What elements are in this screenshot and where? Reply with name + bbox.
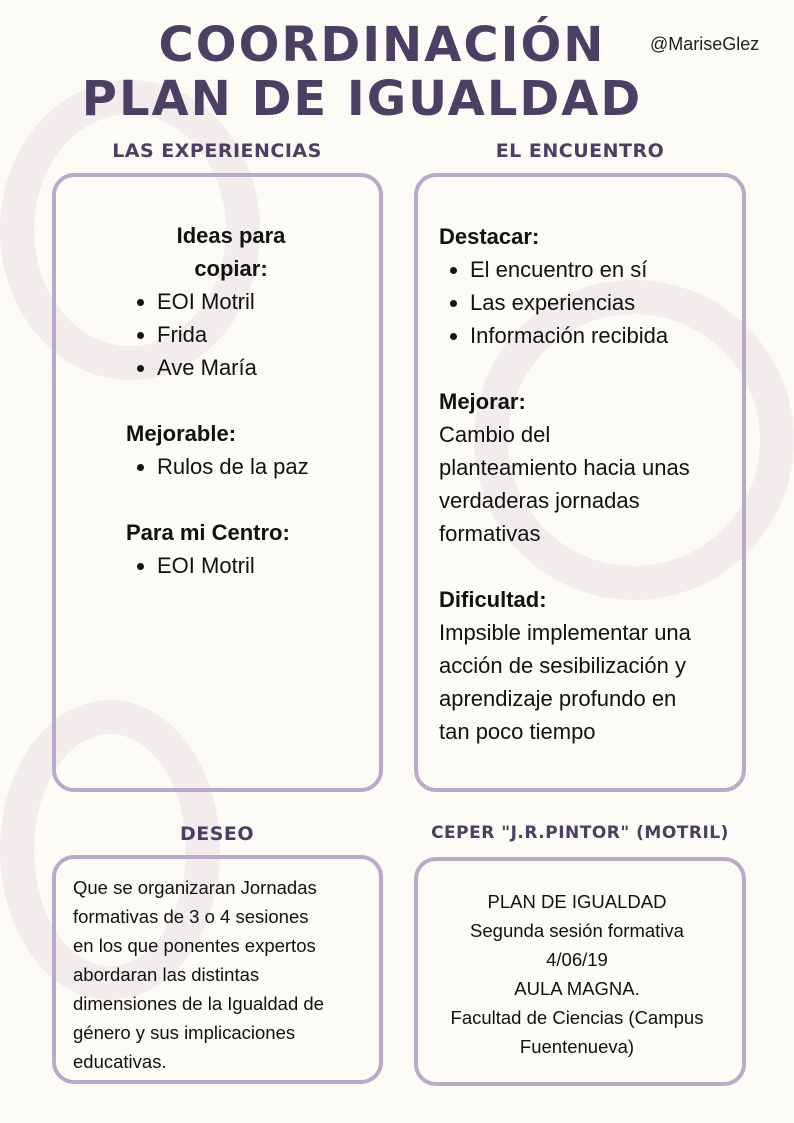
text-line: en los que ponentes expertos [73,935,316,956]
text-line: tan poco tiempo [439,719,596,744]
text-line: Segunda sesión formativa [470,920,684,941]
experiencias-content [126,219,336,582]
text-line: aprendizaje profundo en [439,686,677,711]
text-line: educativas. [73,1051,167,1072]
author-handle: @MariseGlez [650,34,760,54]
text-line: Facultad de Ciencias (Campus [450,1007,704,1028]
list-item: • Rulos de la paz [157,450,336,483]
ceper-content [418,887,736,1061]
text-line: formativas de 3 o 4 sesiones [73,906,309,927]
heading-encuentro: EL ENCUENTRO [495,140,665,162]
text-line: planteamiento hacia unas [439,455,690,480]
heading-ceper: CEPER "J.R.PINTOR" (MOTRIL) [431,823,729,843]
heading-deseo: DESEO [179,823,255,845]
dificultad-label: Dificultad: [439,587,547,612]
text-line: dimensiones de la Igualdad de [73,993,324,1014]
deseo-content [73,873,373,1076]
mejorar-label: Mejorar: [439,389,526,414]
encuentro-content [439,220,739,748]
ideas-label-1: Ideas para [176,223,286,248]
text-line: género y sus implicaciones [73,1022,296,1043]
text-line: 4/06/19 [546,949,608,970]
text-line: Cambio del [439,422,551,447]
list-item: • El encuentro en sí [470,253,739,286]
list-item: • EOI Motril [157,285,336,318]
text-line: verdaderas jornadas [439,488,640,513]
text-line: formativas [439,521,541,546]
title-line-1: COORDINACIÓN [158,17,606,73]
list-item: • EOI Motril [157,549,336,582]
list-item: • Ave María [157,351,336,384]
text-line: Que se organizaran Jornadas [73,877,317,898]
destacar-label: Destacar: [439,224,540,249]
ideas-label-2: copiar: [194,256,268,281]
centro-label: Para mi Centro: [126,520,290,545]
list-item: • Información recibida [470,319,739,352]
text-line: PLAN DE IGUALDAD [487,891,667,912]
text-line: acción de sesibilización y [439,653,687,678]
text-line: abordaran las distintas [73,964,260,985]
text-line: Impsible implementar una [439,620,691,645]
mejorable-label: Mejorable: [126,421,237,446]
list-item: • Frida [157,318,336,351]
heading-experiencias: LAS EXPERIENCIAS [112,140,322,162]
text-line: AULA MAGNA. [514,978,640,999]
title-line-2: PLAN DE IGUALDAD [81,71,643,127]
ideas-list [126,285,336,384]
list-item: • Las experiencias [470,286,739,319]
text-line: Fuentenueva) [519,1036,635,1057]
